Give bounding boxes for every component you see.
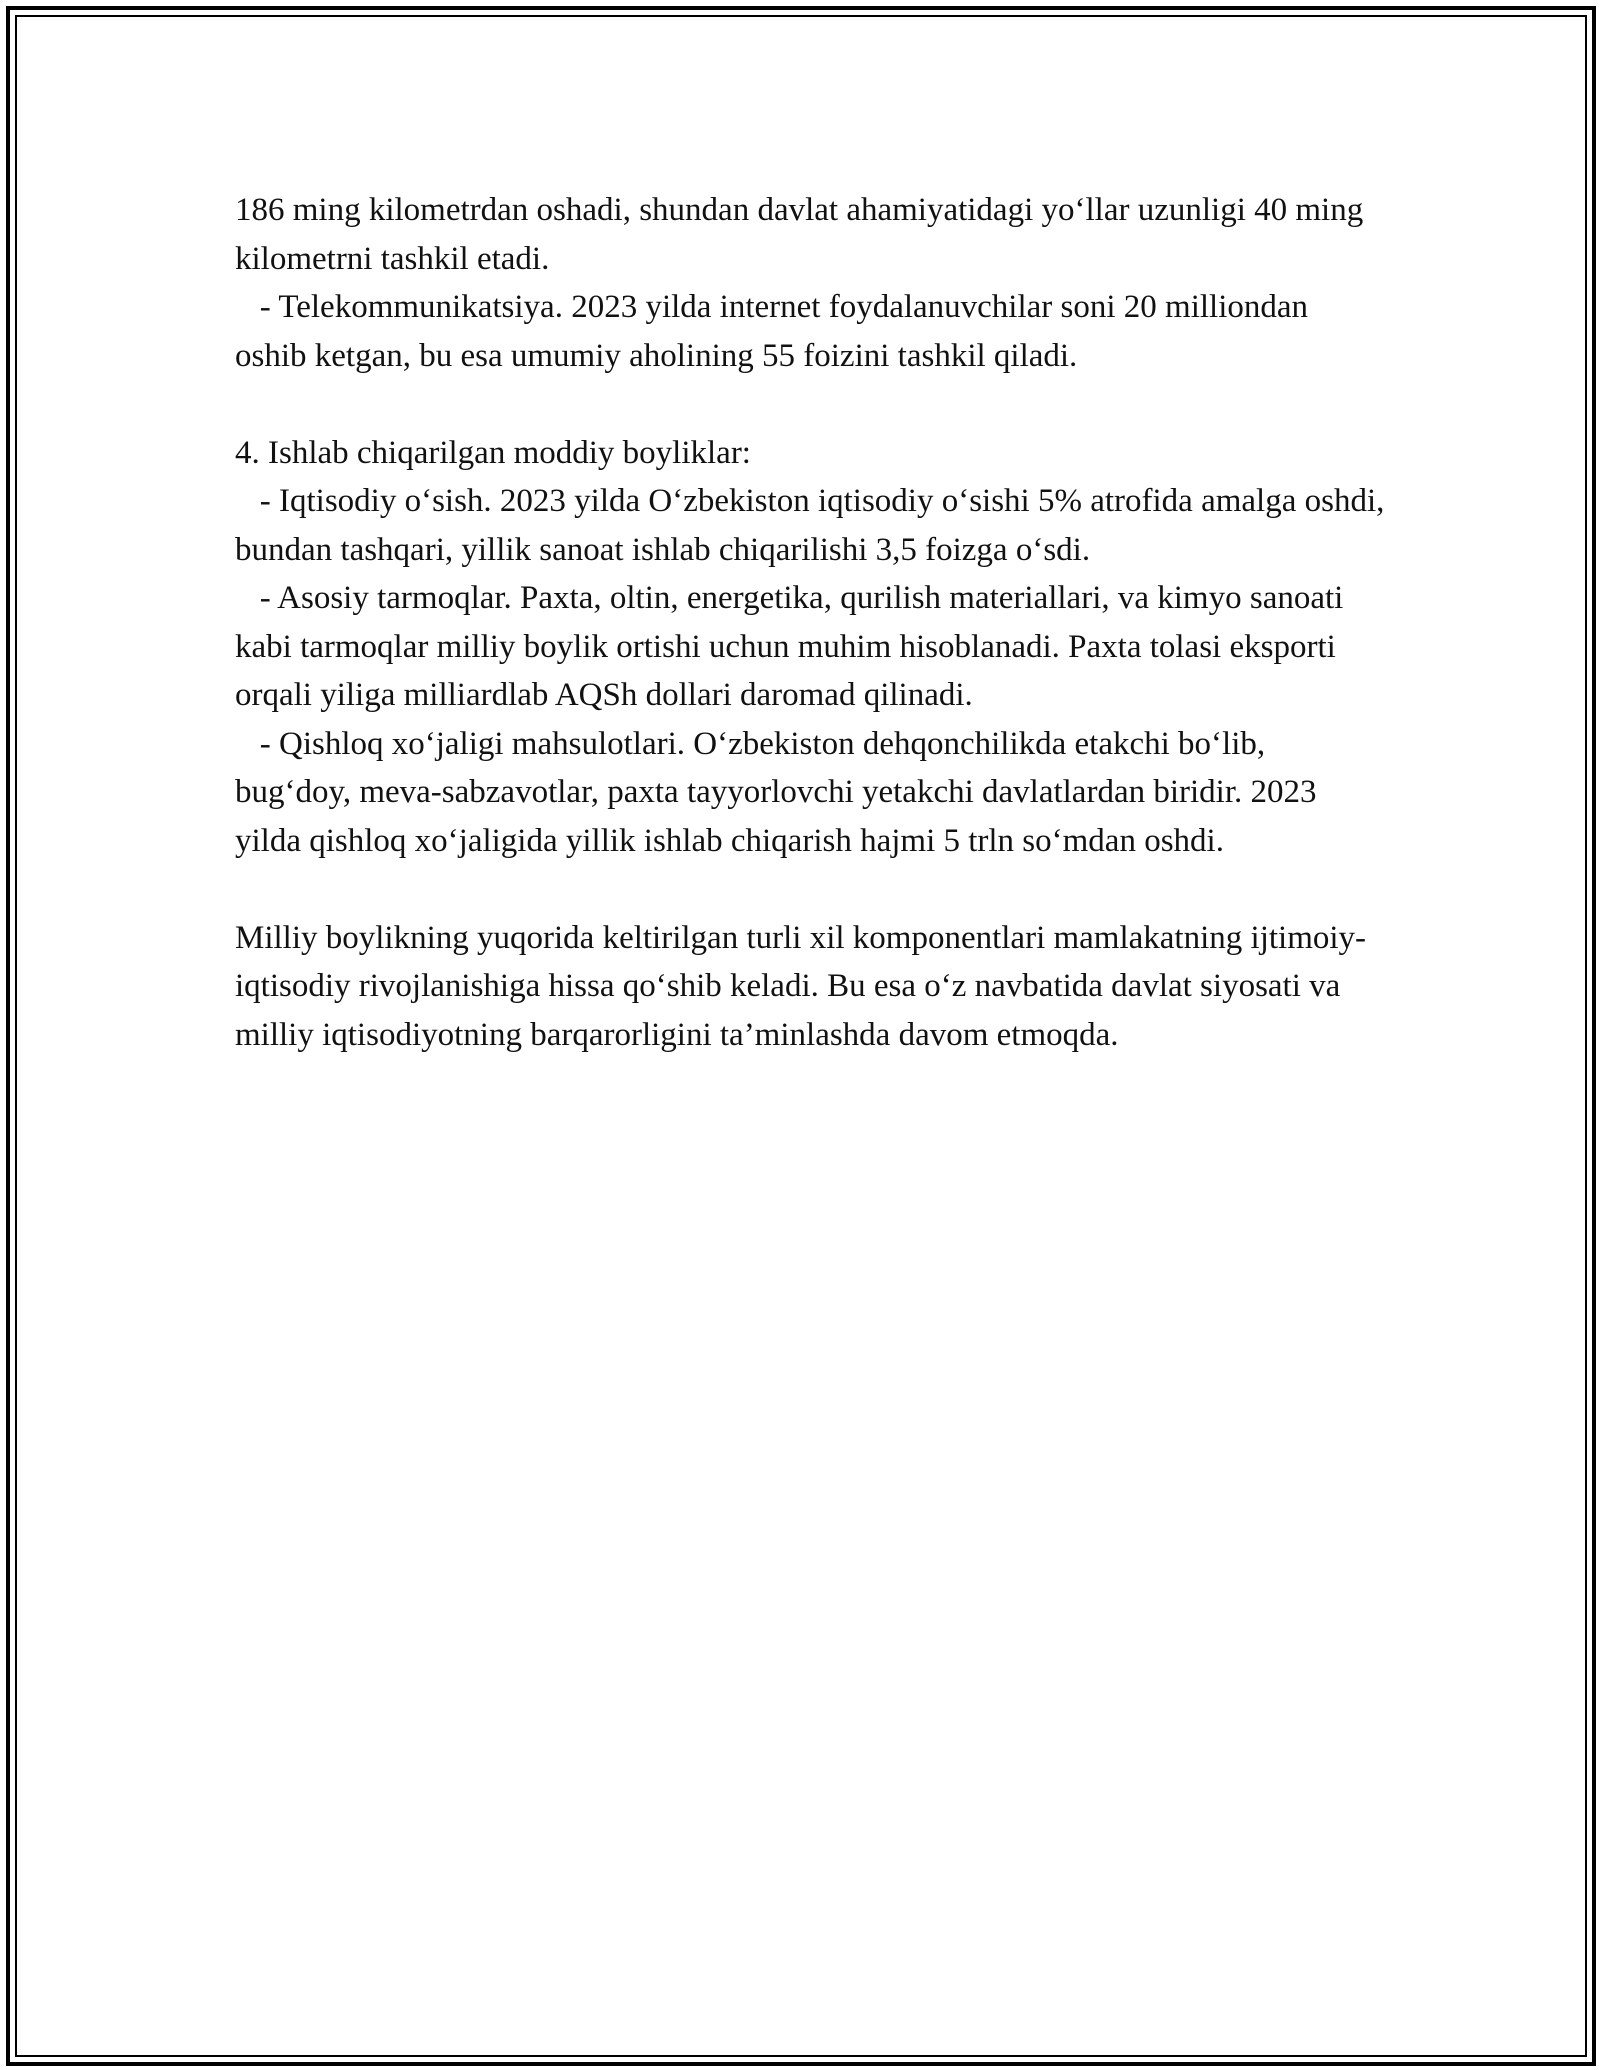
paragraph-spacer [235,380,1385,429]
paragraph-spacer [235,865,1385,914]
paragraph-economic-growth: - Iqtisodiy o‘sish. 2023 yilda O‘zbekiston iqtisodiy o‘sishi 5% atrofida amalga oshdi, bundan tashqari, yillik sanoat ishlab chiqarilishi 3,5 foizga o‘sdi. [235,483,1385,568]
paragraph-main-sectors: - Asosiy tarmoqlar. Paxta, oltin, energetika, qurilish materiallari, va kimyo sanoati kabi tarmoqlar milliy boylik ortishi uchun muhim hisoblanadi. Paxta tolasi eksporti orqali yiliga milliardlab AQSh dollari daromad qilinadi. [235,580,1344,713]
section-heading-material-wealth: 4. Ishlab chiqarilgan moddiy boyliklar: [235,434,751,471]
document-body [235,186,1385,1059]
paragraph-conclusion: Milliy boylikning yuqorida keltirilgan turli xil komponentlari mamlakatning ijtimoiy-iqtisodiy rivojlanishiga hissa qo‘shib keladi. Bu esa o‘z navbatida davlat siyosati va milliy iqtisodiyotning barqarorligini ta’minlashda davom etmoqda. [235,919,1367,1053]
paragraph-roads-continued: 186 ming kilometrdan oshadi, shundan davlat ahamiyatidagi yo‘llar uzunligi 40 ming kilometrni tashkil etadi. [235,192,1364,277]
paragraph-agriculture: - Qishloq xo‘jaligi mahsulotlari. O‘zbekiston dehqonchilikda etakchi bo‘lib, bug‘doy, meva-sabzavotlar, paxta tayyorlovchi yetakchi davlatlardan biridir. 2023 yilda qishloq xo‘jaligida yillik ishlab chiqarish hajmi 5 trln so‘mdan oshdi. [235,725,1317,859]
paragraph-telecommunications: - Telekommunikatsiya. 2023 yilda internet foydalanuvchilar soni 20 milliondan oshib ketgan, bu esa umumiy aholining 55 foizini tashkil qiladi. [235,289,1309,374]
